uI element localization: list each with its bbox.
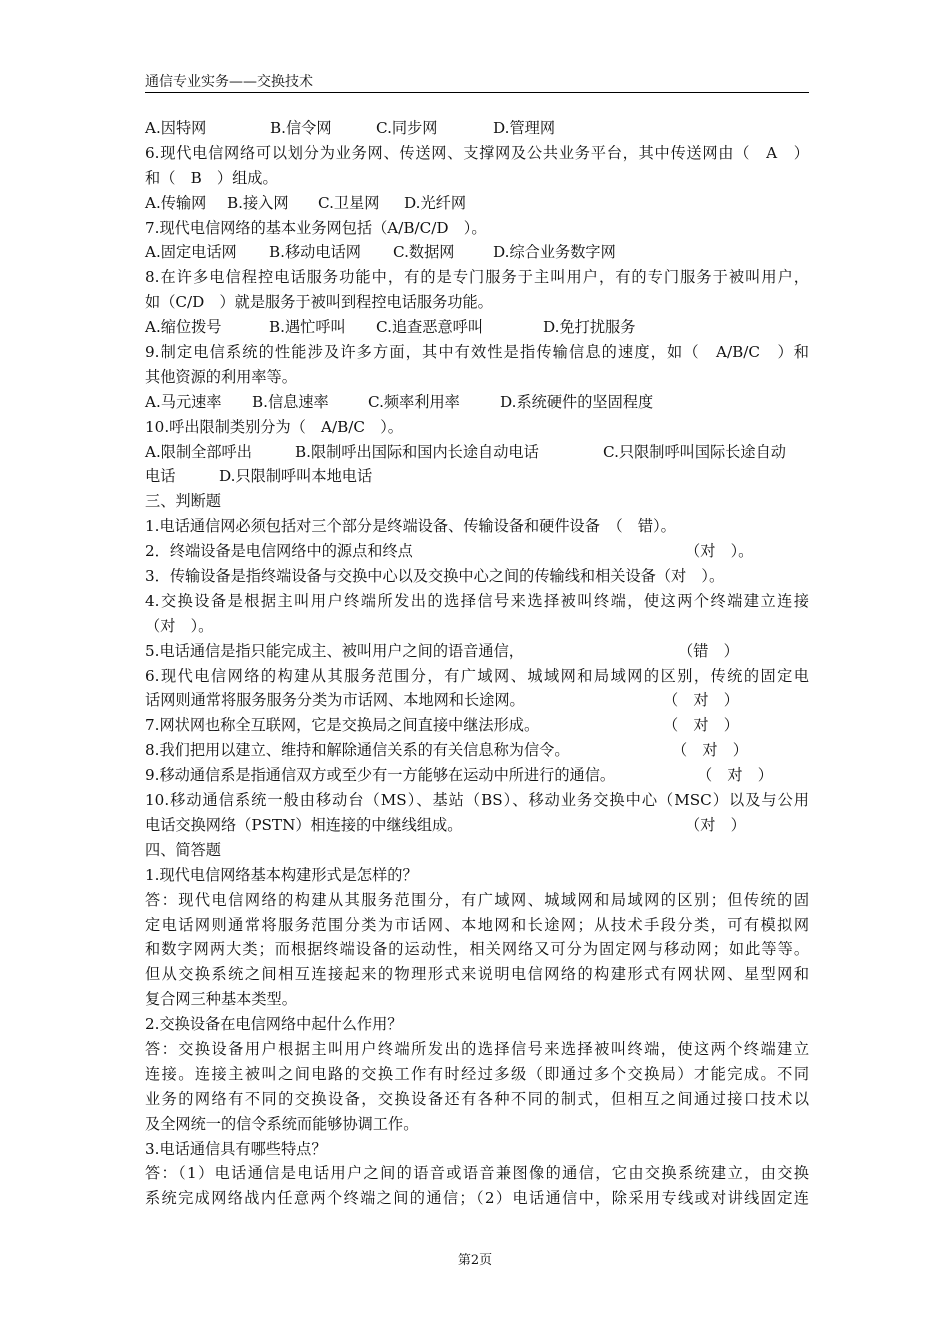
judgement-answer: （ 对 ）	[663, 691, 739, 710]
judgement-7	[145, 713, 809, 738]
answer-3-line-1: 答：（1）电话通信是电话用户之间的语音或语音兼图像的通信，它由交换系统建立，由交换	[145, 1164, 809, 1183]
options-q5	[145, 116, 809, 141]
judgement-answer: （ 对 ）	[697, 766, 773, 785]
judgement-text: 7.网状网也称全互联网，它是交换局之间直接中继法形成。	[145, 716, 540, 735]
answer-1-line-1: 答：现代电信网络的构建从其服务范围分，有广域网、城域网和局域网的区别；但传统的固	[145, 890, 809, 909]
answer-1-line-2: 定电话网则通常将服务范围分类为市话网、本地网和长途网；从技术手段分类，可有模拟网	[145, 915, 809, 934]
option-a: A.缩位拨号	[145, 318, 222, 337]
option-d: D.光纤网	[404, 193, 467, 212]
judgement-1: 1.电话通信网必须包括对三个部分是终端设备、传输设备和硬件设备 （ 错）。	[145, 517, 676, 536]
answer-1-line-3: 和数字网两大类；而根据终端设备的运动性，相关网络又可分为固定网与移动网；如此等等。	[145, 940, 809, 959]
judgement-text: 话网则通常将服务服务分类为市话网、本地网和长途网。	[145, 691, 525, 710]
option-d: D.只限制呼叫本地电话	[219, 467, 373, 486]
question-8: 8.在许多电信程控电话服务功能中，有的是专门服务于主叫用户，有的专门服务于被叫用户，	[145, 268, 809, 287]
answer-1-line-5: 复合网三种基本类型。	[145, 990, 297, 1009]
option-c: C.同步网	[376, 119, 438, 137]
option-d: D.系统硬件的坚固程度	[500, 392, 654, 411]
judgement-10-cont	[145, 813, 809, 838]
judgement-text: 电话交换网络（PSTN）相连接的中继线组成。	[145, 815, 463, 834]
question-9-cont: 其他资源的利用率等。	[145, 367, 297, 386]
question-10: 10.呼出限制类别分为（ A/B/C ）。	[145, 417, 403, 436]
question-6-cont: 和（ B ）组成。	[145, 168, 278, 187]
judgement-6: 6.现代电信网络的构建从其服务范围分，有广域网、城域网和局域网的区别，传统的固定电	[145, 666, 809, 685]
judgement-2	[145, 539, 809, 564]
page-body	[145, 116, 809, 1211]
section-heading-short-answer: 四、简答题	[145, 840, 221, 859]
header-rule	[145, 92, 809, 93]
judgement-answer: （ 对 ）	[663, 716, 739, 735]
judgement-4: 4.交换设备是根据主叫用户终端所发出的选择信号来选择被叫终端，使这两个终端建立连接	[145, 591, 809, 610]
options-q10	[145, 440, 809, 465]
question-9: 9.制定电信系统的性能涉及许多方面，其中有效性是指传输信息的速度，如（ A/B/C ）和	[145, 343, 809, 362]
option-c: C.卫星网	[318, 193, 380, 212]
judgement-5	[145, 639, 809, 664]
judgement-answer: （错 ）	[678, 641, 739, 660]
judgement-6-cont	[145, 688, 809, 713]
option-b: B.信息速率	[252, 392, 329, 411]
judgement-3: 3．传输设备是指终端设备与交换中心以及交换中心之间的传输线和相关设备（对 ）。	[145, 567, 725, 586]
option-d: D.综合业务数字网	[493, 243, 616, 262]
option-c: C.频率利用率	[368, 392, 460, 411]
running-header: 通信专业实务——交换技术	[145, 74, 313, 90]
option-b: B.信令网	[270, 119, 332, 137]
judgement-text: 2．终端设备是电信网络中的源点和终点	[145, 542, 413, 561]
judgement-9	[145, 763, 809, 788]
judgement-4-cont: （对 ）。	[145, 616, 214, 635]
answer-2-line-2: 连接。连接主被叫之间电路的交换工作有时经过多级（即通过多个交换局）才能完成。不同	[145, 1064, 809, 1083]
option-b: B.遇忙呼叫	[269, 318, 346, 337]
question-7: 7.现代电信网络的基本业务网包括（A/B/C/D ）。	[145, 218, 487, 237]
page-number: 第2页	[457, 1253, 493, 1268]
option-b: B.接入网	[227, 193, 289, 212]
options-q9	[145, 390, 809, 415]
options-q7	[145, 240, 809, 265]
option-c: C.数据网	[393, 243, 455, 262]
question-6: 6.现代电信网络可以划分为业务网、传送网、支撑网及公共业务平台，其中传送网由（ A ）	[145, 143, 809, 162]
judgement-10: 10.移动通信系统一般由移动台（MS）、基站（BS）、移动业务交换中心（MSC）以及与公用	[145, 791, 809, 810]
judgement-answer: （对 ）。	[685, 542, 754, 561]
judgement-answer: （对 ）	[685, 815, 746, 834]
question-8-cont: 如（C/D ）就是服务于被叫到程控电话服务功能。	[145, 293, 493, 312]
section-heading-judgement: 三、判断题	[145, 492, 221, 511]
short-question-1: 1.现代电信网络基本构建形式是怎样的？	[145, 865, 418, 884]
answer-2-line-3: 业务的网络有不同的交换设备，交换设备还有各种不同的制式，但相互之间通过接口技术以	[145, 1089, 809, 1108]
judgement-text: 8.我们把用以建立、维持和解除通信关系的有关信息称为信令。	[145, 741, 570, 760]
judgement-answer: （ 对 ）	[672, 741, 748, 760]
option-a: A.传输网	[145, 193, 207, 212]
option-a: A.固定电话网	[145, 243, 237, 262]
judgement-text: 5.电话通信是指只能完成主、被叫用户之间的语音通信，	[145, 641, 524, 660]
options-q6	[145, 191, 809, 216]
options-q10-cont	[145, 464, 809, 489]
answer-2-line-1: 答：交换设备用户根据主叫用户终端所发出的选择信号来选择被叫终端，使这两个终端建立	[145, 1039, 809, 1058]
option-a: A.马元速率	[145, 392, 222, 411]
answer-3-line-2: 系统完成网络战内任意两个终端之间的通信；（2）电话通信中，除采用专线或对讲线固定连	[145, 1189, 809, 1208]
option-c: C.追查恶意呼叫	[376, 318, 484, 337]
judgement-text: 9.移动通信系是指通信双方或至少有一方能够在运动中所进行的通信。	[145, 766, 616, 785]
option-a: A.因特网	[145, 119, 207, 137]
option-c-cont: 电话	[145, 467, 176, 486]
short-question-3: 3.电话通信具有哪些特点？	[145, 1139, 327, 1158]
option-b: B.移动电话网	[269, 243, 361, 262]
short-question-2: 2.交换设备在电信网络中起什么作用？	[145, 1015, 403, 1034]
option-b: B.限制呼出国际和国内长途自动电话	[295, 442, 539, 461]
answer-1-line-4: 但从交换系统之间相互连接起来的物理形式来说明电信网络的构建形式有网状网、星型网和	[145, 965, 809, 984]
answer-2-line-4: 及全网统一的信令系统而能够协调工作。	[145, 1114, 419, 1133]
judgement-8	[145, 738, 809, 763]
option-d: D.管理网	[493, 119, 556, 137]
options-q8	[145, 315, 809, 340]
option-c: C.只限制呼叫国际长途自动	[603, 442, 786, 461]
option-d: D.免打扰服务	[543, 318, 636, 337]
option-a: A.限制全部呼出	[145, 442, 252, 461]
